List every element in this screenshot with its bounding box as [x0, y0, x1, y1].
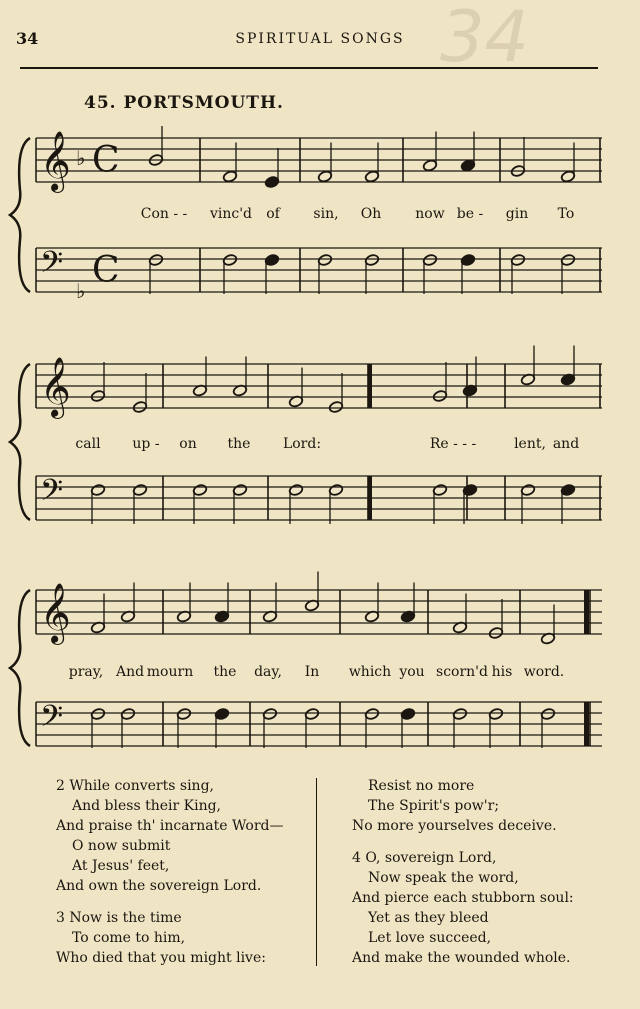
verse-line: No more yourselves deceive. — [352, 818, 557, 834]
hymn-name: PORTSMOUTH. — [123, 93, 284, 113]
system-brace — [10, 138, 30, 292]
verse-column-divider — [316, 778, 317, 966]
bass-clef-icon: 𝄢 — [40, 474, 64, 515]
lyric-syllable: mourn — [146, 664, 194, 680]
lyric-syllable: lent, — [514, 436, 546, 452]
lyric-syllable: the — [227, 436, 251, 452]
flat-icon: ♭ — [76, 279, 86, 303]
lyric-syllable: Oh — [360, 206, 382, 222]
verse-line: Resist no more — [368, 778, 475, 794]
lyric-syllable: be - — [456, 206, 484, 222]
verse-line: Let love succeed, — [368, 930, 492, 946]
verse-line: Who died that you might live: — [56, 950, 266, 966]
verse-line: Now speak the word, — [368, 870, 519, 886]
lyric-syllable: Lord: — [282, 436, 322, 452]
lyric-syllable: his — [491, 664, 513, 680]
lyric-syllable: To — [557, 206, 575, 222]
verse-line: And pierce each stubborn soul: — [352, 890, 574, 906]
common-time-icon: C — [92, 140, 120, 181]
verse-line: And bless their King, — [72, 798, 221, 814]
hymn-title — [84, 93, 284, 113]
treble-clef-icon: 𝄞 — [40, 131, 71, 191]
verse-line: At Jesus' feet, — [72, 858, 170, 874]
lyric-syllable: call — [75, 436, 101, 452]
common-time-icon: C — [92, 250, 120, 291]
lyric-syllable: And — [115, 664, 145, 680]
verse-line: 4 O, sovereign Lord, — [352, 850, 497, 866]
page-number: 34 — [16, 29, 39, 48]
lyric-syllable: scorn'd — [436, 664, 488, 680]
bass-clef-icon: 𝄢 — [40, 700, 64, 741]
lyric-syllable: Con - - — [140, 206, 188, 222]
verse-line: And make the wounded whole. — [352, 950, 571, 966]
lyric-syllable: of — [266, 206, 280, 222]
header-rule — [20, 67, 598, 69]
verse-line: And praise th' incarnate Word— — [56, 818, 284, 834]
verse-line: And own the sovereign Lord. — [56, 878, 262, 894]
lyric-syllable: which — [348, 664, 392, 680]
system-brace — [10, 590, 30, 746]
lyric-syllable: the — [213, 664, 237, 680]
running-head: SPIRITUAL SONGS — [235, 31, 405, 47]
thick-bar-line — [368, 364, 372, 408]
lyric-syllable: gin — [505, 206, 529, 222]
lyric-syllable: and — [552, 436, 580, 452]
verse-line: 2 While converts sing, — [56, 778, 214, 794]
verse-line: The Spirit's pow'r; — [368, 798, 500, 814]
verse-line: Yet as they bleed — [368, 910, 489, 926]
thick-bar-line — [368, 476, 372, 520]
lyric-syllable: now — [415, 206, 445, 222]
lyric-syllable: on — [179, 436, 197, 452]
final-bar-line — [584, 590, 589, 634]
treble-clef-icon: 𝄞 — [40, 357, 71, 417]
system-brace — [10, 364, 30, 520]
treble-clef-icon: 𝄞 — [40, 583, 71, 643]
lyric-syllable: vinc'd — [209, 206, 253, 222]
verse-line: O now submit — [72, 838, 171, 854]
lyric-syllable: word. — [523, 664, 565, 680]
lyric-syllable: In — [304, 664, 320, 680]
verse-line: To come to him, — [72, 930, 186, 946]
lyric-syllable: day, — [254, 664, 282, 680]
bass-clef-icon: 𝄢 — [40, 246, 64, 287]
hymn-number: 45. — [84, 93, 117, 113]
lyric-syllable: you — [399, 664, 425, 680]
lyric-syllable: sin, — [313, 206, 339, 222]
verse-line: 3 Now is the time — [56, 910, 182, 926]
lyric-syllable: Re - - - — [429, 436, 477, 452]
lyric-syllable: up - — [132, 436, 160, 452]
lyric-syllable: pray, — [68, 664, 104, 680]
flat-icon: ♭ — [76, 146, 86, 170]
handwritten-page-mark: 34 — [440, 0, 530, 78]
final-bar-line — [584, 702, 589, 746]
